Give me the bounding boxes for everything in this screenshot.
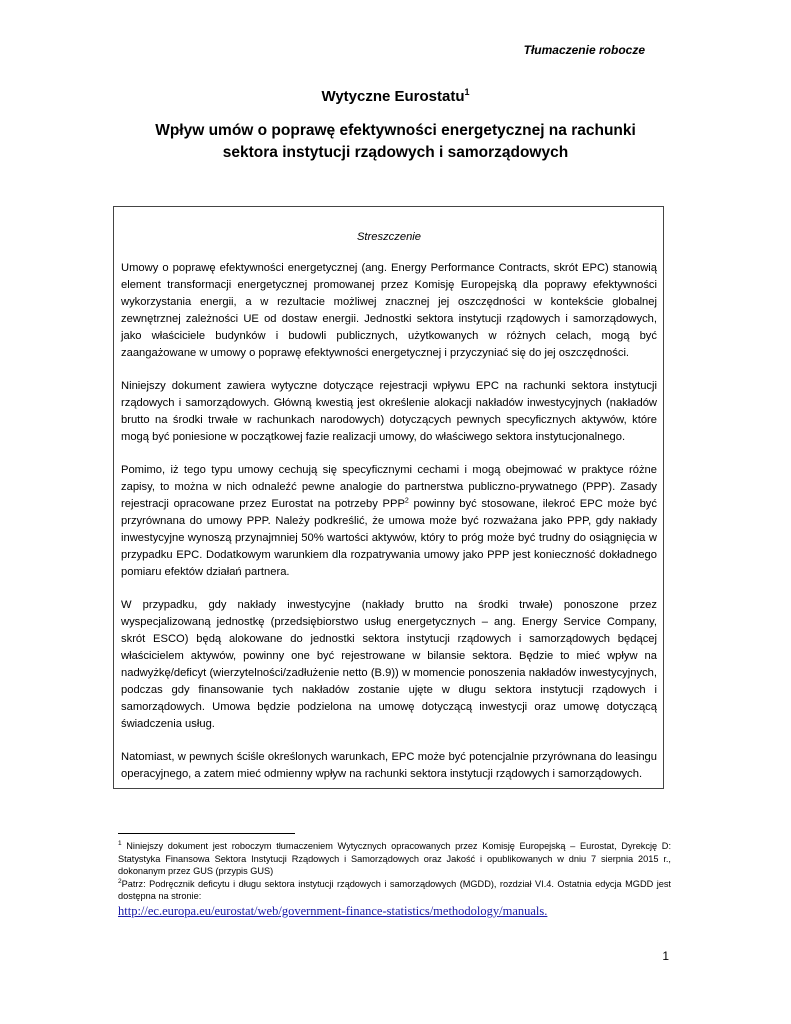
summary-paragraph-3-part-2: powinny być stosowane, ilekroć EPC może być przyrównana do umowy PPP. Należy podkreślić, że umowa może być rozważana jako PPP, gdy nakłady inwestycyjne wynoszą przynajmniej 50% wartości aktywów, który to próg może być trudny do osiągnięcia w przypadku EPC. Dodatkowym warunkiem dla rozpatrywania umowy jako PPP jest konieczność dokładnego pomiaru efektów działań partnera. bbox=[121, 498, 657, 578]
footnote-1-number: 1 bbox=[118, 839, 122, 847]
summary-paragraph-1: Umowy o poprawę efektywności energetycznej (ang. Energy Performance Contracts, skrót EPC) stanowią element transformacji energetycznej promowanej przez Komisję Europejską dla poprawy efektywności wykorzystania energii, a w rezultacie możliwej znacznej jej oszczędności w kontekście globalnej zewnętrznej zależności UE od dostaw energii. Jednostki sektora instytucji rządowych i samorządowych, jako właściciele budynków i budowli publicznych, użytkowanych w różnych celach, mogą być zaangażowane w umowy o poprawę efektywności energetycznej i przyczyniać się do jej oszczędności. bbox=[121, 262, 657, 359]
document-title bbox=[0, 88, 791, 105]
footnotes bbox=[118, 840, 671, 919]
footnote-2-text: Patrz: Podręcznik deficytu i długu sektora instytucji rządowych i samorządowych (MGDD), rozdział VI.4. Ostatnia edycja MGDD jest dostępna na stronie: bbox=[118, 878, 671, 902]
draft-note: Tłumaczenie robocze bbox=[523, 43, 645, 57]
summary-box bbox=[113, 206, 664, 789]
footnote-2-number: 2 bbox=[118, 877, 122, 885]
footnote-1 bbox=[118, 840, 671, 878]
footnote-ref-1[interactable]: 1 bbox=[464, 87, 470, 97]
summary-paragraph-4: W przypadku, gdy nakłady inwestycyjne (nakłady brutto na środki trwałe) ponoszone przez wyspecjalizowaną jednostkę (przedsiębiorstwo usług energetycznych – ang. Energy Service Company, skrót ESCO) będą alokowane do jednostki sektora instytucji rządowych i samorządowych będącej właścicielem aktywów, powinny one być rejestrowane w bilansie sektora. Będzie to mieć wpływ na nadwyżkę/deficyt (wierzytelności/zadłużenie netto (B.9)) w momencie ponoszenia nakładów inwestycyjnych, podczas gdy finansowanie tych nakładów zostanie ujęte w długu sektora instytucji rządowych i samorządowych. Umowa będzie podzielona na umowę dotyczącą inwestycji oraz umowę dotyczącą świadczenia usług. bbox=[121, 599, 657, 730]
page-number: 1 bbox=[662, 949, 669, 963]
document-subtitle: Wpływ umów o poprawę efektywności energetycznej na rachunki sektora instytucji rządowych i samorządowych bbox=[155, 122, 636, 161]
footnote-1-text: Niniejszy dokument jest roboczym tłumaczeniem Wytycznych opracowanych przez Komisję Europejską – Eurostat, Dyrekcję D: Statystyka Finansowa Sektora Instytucji Rządowych i Samorządowych oraz Jakość i opublikowanych w dniu 7 sierpnia 2015 r., dokonanym przez GUS (przypis GUS) bbox=[118, 841, 671, 877]
footnote-ref-2[interactable]: 2 bbox=[404, 497, 409, 505]
footnote-separator bbox=[118, 833, 295, 834]
summary-paragraph-2: Niniejszy dokument zawiera wytyczne dotyczące rejestracji wpływu EPC na rachunki sektora instytucji rządowych i samorządowych. Główną kwestią jest określenie alokacji nakładów inwestycyjnych (nakładów brutto na środki trwałe w rachunkach narodowych) dotyczących pewnych specyficznych aktywów, które mogą być poniesione w początkowej fazie realizacji umowy, do właściwego sektora instytucjonalnego. bbox=[121, 380, 657, 443]
summary-paragraph-5: Natomiast, w pewnych ściśle określonych warunkach, EPC może być potencjalnie przyrównana do leasingu operacyjnego, a zatem mieć odmienny wpływ na rachunki sektora instytucji rządowych i samorządowych. bbox=[121, 751, 657, 780]
summary-paragraph-3 bbox=[121, 462, 657, 580]
summary-heading: Streszczenie bbox=[356, 231, 422, 243]
summary-paragraph-3-part-1: Pomimo, iż tego typu umowy cechują się specyficznymi cechami i mogą obejmować w praktyce różne zapisy, to można w nich odnaleźć pewne analogie do partnerstwa publiczno-prywatnego (PPP). Zasady rejestracji opracowane przez Eurostat na potrzeby PPP bbox=[121, 464, 657, 511]
eurostat-manuals-link[interactable]: http://ec.europa.eu/eurostat/web/government-finance-statistics/methodology/manuals. bbox=[118, 903, 548, 918]
document-title-text: Wytyczne Eurostatu bbox=[321, 88, 465, 105]
footnote-2 bbox=[118, 878, 671, 919]
